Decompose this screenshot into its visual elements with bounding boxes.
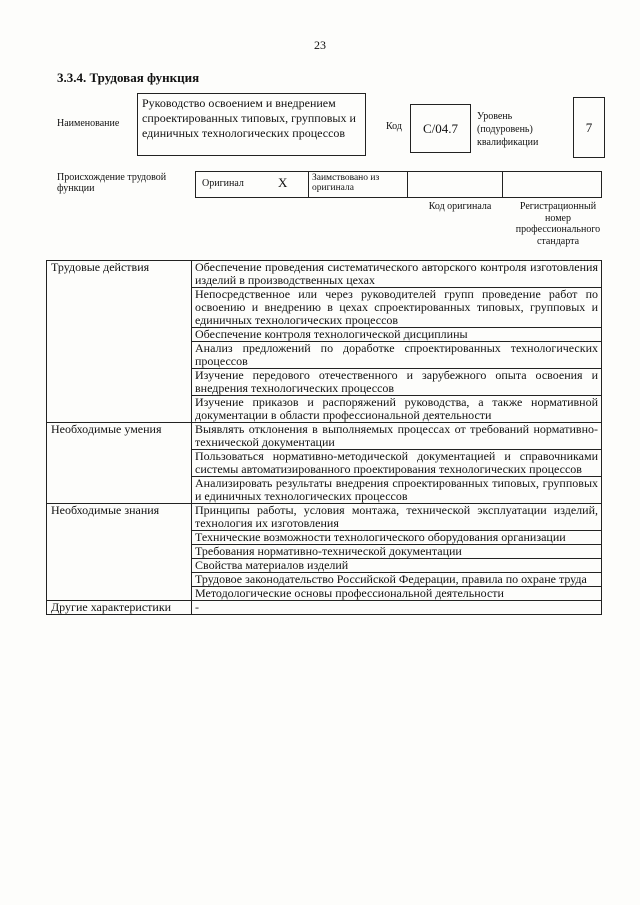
table-cell: Принципы работы, условия монтажа, технической эксплуатации изделий, технология их изготовления: [192, 504, 602, 531]
reg-number-caption: Регистрационный номер профессионального стандарта: [515, 201, 601, 247]
original-label: Оригинал: [202, 178, 244, 189]
table-cell: Анализ предложений по доработке спроектированных технологических процессов: [192, 342, 602, 369]
code-original-cell: [407, 171, 503, 198]
original-mark: X: [278, 175, 288, 190]
function-name-box: Руководство освоением и внедрением спроектированных типовых, групповых и единичных технологических процессов: [137, 93, 366, 156]
table-row: [47, 423, 602, 450]
section-title: 3.3.4. Трудовая функция: [57, 70, 200, 85]
table-cell: Трудовое законодательство Российской Федерации, правила по охране труда: [192, 573, 602, 587]
category-cell: Необходимые умения: [47, 423, 192, 504]
code-original-caption: Код оригинала: [428, 201, 492, 212]
level-value-box: 7: [573, 97, 605, 158]
table-cell: Свойства материалов изделий: [192, 559, 602, 573]
table-cell: -: [192, 601, 602, 615]
table-row: [47, 261, 602, 288]
origin-label: Происхождение трудовой функции: [57, 172, 167, 194]
table-cell: Обеспечение контроля технологической дисциплины: [192, 328, 602, 342]
borrowed-cell: Заимствовано из оригинала: [308, 171, 408, 198]
name-label: Наименование: [57, 118, 120, 129]
level-label: Уровень (подуровень) квалификации: [477, 111, 539, 148]
page-number: 23: [314, 38, 326, 52]
table-row: [47, 504, 602, 531]
table-row: [47, 601, 602, 615]
table-cell: Обеспечение проведения систематического авторского контроля изготовления изделий в производственных цехах: [192, 261, 602, 288]
function-table: [46, 260, 602, 615]
table-cell: Изучение передового отечественного и зарубежного опыта освоения и внедрения технологических процессов: [192, 369, 602, 396]
table-cell: Изучение приказов и распоряжений руководства, а также нормативной документации в области профессиональной деятельности: [192, 396, 602, 423]
table-cell: Выявлять отклонения в выполняемых процессах от требований нормативно-технической документации: [192, 423, 602, 450]
category-cell: Необходимые знания: [47, 504, 192, 601]
code-value-box: С/04.7: [410, 104, 471, 153]
table-cell: Пользоваться нормативно-методической документацией и справочниками системы автоматизированного проектирования технологических процессов: [192, 450, 602, 477]
table-cell: Анализировать результаты внедрения спроектированных типовых, групповых и единичных технологических процессов: [192, 477, 602, 504]
original-cell: [195, 171, 309, 198]
table-cell: Технические возможности технологического оборудования организации: [192, 531, 602, 545]
table-cell: Непосредственное или через руководителей групп проведение работ по освоению и внедрению в цехах спроектированных типовых, групповых и единичных технологических процессов: [192, 288, 602, 328]
table-cell: Методологические основы профессиональной деятельности: [192, 587, 602, 601]
code-label: Код: [386, 121, 402, 132]
category-cell: Трудовые действия: [47, 261, 192, 423]
origin-row: [196, 171, 602, 198]
reg-number-cell: [502, 171, 602, 198]
table-cell: Требования нормативно-технической документации: [192, 545, 602, 559]
category-cell: Другие характеристики: [47, 601, 192, 615]
